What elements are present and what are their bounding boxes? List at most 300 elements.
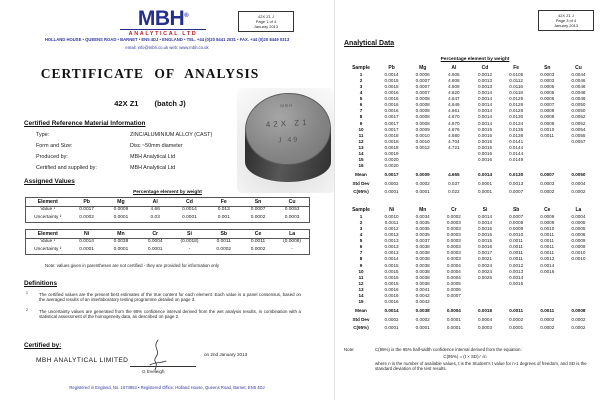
row-label: 2	[359, 219, 363, 225]
crm-label: Type:	[36, 132, 50, 138]
row-label: 4	[359, 90, 363, 96]
row-label: 5	[359, 96, 363, 102]
column-header: Sb	[512, 207, 520, 213]
cell: 0.0010	[571, 250, 586, 256]
cell: 0.0037	[415, 238, 430, 244]
row-label: 15	[358, 299, 364, 305]
cell: 0.0013	[509, 180, 524, 186]
certified-by-heading: Certified by:	[24, 342, 62, 349]
cell: 0.0002	[384, 180, 399, 186]
row-label: C(95%)	[353, 189, 369, 195]
crm-value: MBH Analytical Ltd	[130, 165, 176, 171]
cell: 0.0015	[384, 83, 399, 89]
row-label: 8	[359, 256, 363, 262]
cell: 4.605	[448, 71, 460, 77]
cell: 0.0015	[509, 280, 524, 286]
cell: 0.0014	[477, 96, 493, 102]
row-label: 1	[359, 71, 363, 77]
cell: 0.0001	[384, 325, 399, 331]
cell: 0.0001	[477, 180, 493, 186]
row-label: 8	[359, 114, 363, 120]
cell: 0.0015	[477, 225, 493, 231]
cell: 0.0018	[384, 144, 399, 150]
definition-text: The uncertainty values are generated from the 95% confidence interval derived from the wet analysis results, in combination with a statistical assessment of the homogeneity data, as described on page 2.	[39, 308, 301, 320]
column-header: Mg	[104, 198, 138, 207]
row-label: 6	[359, 244, 363, 250]
cell: 0.0003	[540, 71, 555, 77]
cell: 0.0016	[384, 286, 399, 292]
cell: 0.0141	[509, 138, 524, 144]
footnote-marker: 2	[26, 307, 28, 312]
cell: 4.649	[448, 102, 460, 108]
row-label: 13	[358, 286, 364, 292]
definition-text: The certified values are the present best estimates of the true content for each element. Each value is a panel consensus, based on the averaged results of an interlaboratory testing programme detailed on page 3.	[39, 292, 301, 303]
table-row	[346, 322, 594, 331]
percentage-by-weight-label: Percentage element by weight	[133, 190, 202, 195]
cell: 0.0013	[384, 244, 399, 250]
cell: 0.0038	[415, 256, 430, 262]
cell: 0.0130	[509, 114, 524, 120]
row-label: Mean	[355, 307, 367, 313]
cell: 0.0014	[477, 108, 493, 114]
crm-value: MBH Analytical Ltd	[130, 154, 176, 160]
cell: 0.0038	[415, 274, 430, 280]
cell: 4.670	[448, 114, 460, 120]
cell: 0.0035	[415, 225, 430, 231]
confidence-equation: C(95%) = (t × SD) ∕ √n	[443, 354, 487, 359]
column-header: Mn	[104, 230, 138, 239]
cell: 0.0009	[509, 225, 524, 231]
disc-engraving-brand: MBH	[280, 102, 294, 109]
cell: 0.0009	[571, 238, 586, 244]
cell: 0.0003	[446, 244, 461, 250]
cell: 0.0038	[415, 280, 430, 286]
cell: 0.0015	[384, 262, 399, 268]
cell: 0.0035	[415, 232, 430, 238]
percentage-by-weight-label: Percentage element by weight	[440, 57, 510, 62]
cell: 0.0001	[147, 246, 163, 252]
cell: 0.0006	[446, 286, 461, 292]
cell: 0.0054	[571, 126, 586, 132]
mbh-logo-text: MBH®	[137, 7, 189, 30]
cell: 0.0014	[384, 71, 399, 77]
certification-date: on 2nd January 2013	[204, 352, 248, 357]
mbh-logo-subtext: ANALYTICAL LTD	[120, 29, 206, 37]
cell: 0.0004	[477, 316, 493, 322]
table-row	[26, 207, 310, 215]
column-header: Cu	[575, 65, 582, 71]
column-header: Fe	[207, 198, 241, 207]
column-header: Sample	[352, 207, 370, 213]
cell: 0.0007	[415, 83, 430, 89]
cell: 0.0014	[182, 207, 197, 213]
row-label: Value ¹	[40, 239, 56, 245]
cell: 0.0001	[446, 325, 461, 331]
cell: 4.655	[448, 172, 460, 177]
row-label: Uncertainty ²	[34, 246, 62, 252]
cell: 0.0002	[571, 325, 586, 331]
cell: 0.0010	[540, 225, 555, 231]
cell: 0.0015	[384, 280, 399, 286]
row-label: 2	[359, 77, 363, 83]
cell: 0.0038	[415, 262, 430, 268]
row-label: Std Dev	[352, 180, 370, 186]
row-label: 12	[358, 138, 364, 144]
crm-value: ZINC/ALUMINIUM ALLOY (CAST)	[130, 132, 213, 138]
cell: 0.0135	[509, 126, 524, 132]
cell: 0.0041	[415, 286, 430, 292]
cell: 0.0002	[571, 316, 586, 322]
cell: 0.0016	[384, 108, 399, 114]
cell: 0.0003	[446, 232, 461, 238]
row-label: 9	[359, 262, 363, 268]
cell: 0.0011	[540, 250, 555, 256]
cell: 0.0001	[79, 246, 94, 252]
cell: 0.0006	[415, 71, 430, 77]
cell: 0.0003	[446, 219, 461, 225]
cell: 0.0038	[415, 244, 430, 250]
cell: 0.0010	[571, 256, 586, 262]
cell: 0.0004	[446, 268, 461, 274]
cell: 0.0116	[509, 83, 523, 89]
page-stamp-right	[538, 10, 594, 31]
cell: 0.0002	[216, 246, 232, 252]
cell: 0.0013	[509, 268, 524, 274]
row-label: 7	[359, 250, 363, 256]
cell: 0.0014	[477, 120, 493, 126]
cell: 0.03	[150, 214, 160, 220]
table-row	[346, 170, 594, 178]
cell: 0.0005	[540, 83, 555, 89]
cell: 0.0002	[509, 316, 524, 322]
cell: 4.721	[448, 144, 460, 150]
cell: 0.0017	[384, 114, 399, 120]
disc-engraving-batch: J 49	[277, 136, 300, 145]
cell: 0.0006	[571, 232, 586, 238]
cell: 0.0002	[540, 316, 555, 322]
row-label: 13	[358, 144, 364, 150]
column-header: Pb	[388, 65, 395, 71]
disc-engraving-code: 42X Z1	[265, 117, 310, 130]
cell: 0.0005	[446, 280, 461, 286]
cell: 0.0049	[571, 96, 586, 102]
cell: 0.0008	[540, 108, 555, 114]
cell: 0.0010	[509, 232, 524, 238]
cell: 0.0012	[509, 262, 524, 268]
cell: 0.0008	[571, 307, 586, 313]
column-header: Cr	[138, 230, 172, 239]
cell: 0.0011	[540, 244, 555, 250]
cell: 0.0008	[415, 120, 430, 126]
batch-label: (batch J)	[154, 99, 186, 108]
cell: 0.0001	[113, 246, 129, 252]
analytical-table-trace-elements	[346, 206, 594, 331]
cell: 0.0015	[477, 126, 493, 132]
cell: 4.680	[448, 132, 460, 138]
row-label: 1	[359, 213, 363, 219]
cell: 0.0003	[540, 77, 555, 83]
cell: 0.0038	[415, 307, 430, 313]
row-label: Mean	[355, 172, 367, 177]
cell: 0.0013	[384, 250, 399, 256]
table-row	[26, 215, 310, 223]
cell: 0.001	[217, 214, 230, 220]
cell: 0.0003	[284, 214, 300, 220]
stamp-date: January 2013	[253, 23, 279, 29]
cell: 0.0007	[250, 207, 266, 213]
cell: 0.0046	[571, 77, 586, 83]
column-header: Mg	[419, 65, 427, 71]
crm-info-heading: Certified Reference Material Information	[24, 120, 146, 127]
cell: 0.0008	[415, 108, 430, 114]
cell: 0.0004	[147, 239, 163, 245]
row-label: 10	[358, 126, 364, 132]
cell: 0.0002	[415, 316, 430, 322]
cell: 0.0009	[540, 120, 555, 126]
row-label: 5	[359, 238, 363, 244]
cell: 0.0015	[477, 132, 493, 138]
cell: 0.0038	[113, 239, 129, 245]
cell: 0.0002	[540, 325, 555, 331]
cell: 0.0011	[540, 238, 555, 244]
assigned-values-table-2	[25, 229, 310, 255]
cell: 0.0004	[571, 180, 586, 186]
cell: 0.0012	[384, 225, 399, 231]
cell: 0.0016	[540, 268, 555, 274]
cell: 0.0001	[182, 214, 197, 220]
cell: 0.0009	[540, 219, 555, 225]
cell: 0.0012	[540, 256, 555, 262]
registration-footer: Registered in England, No. 1673853 • Registered Office: Holland House, Queens Road, Barnet, EN5 4DJ	[69, 385, 265, 390]
cell: 4.66	[150, 207, 160, 213]
column-header: Sn	[544, 65, 551, 71]
cell: 0.0009	[540, 213, 555, 219]
row-label: 11	[358, 132, 364, 138]
column-header: Cu	[275, 198, 309, 207]
cell: 0.0015	[384, 268, 399, 274]
row-label: 3	[359, 83, 363, 89]
cell: 0.0011	[540, 132, 555, 138]
cell: 0.0134	[509, 120, 524, 126]
cell: 0.0003	[446, 256, 461, 262]
column-header: Al	[451, 65, 457, 71]
cell: 0.0020	[384, 157, 399, 163]
cell: 0.0014	[477, 172, 493, 177]
cell: 0.0007	[540, 172, 555, 177]
cell: 0.0038	[415, 268, 430, 274]
row-label: 11	[358, 274, 364, 280]
data-table	[25, 229, 310, 255]
column-header: Si	[482, 207, 488, 213]
cell: 0.0003	[446, 238, 461, 244]
cell: 0.0009	[415, 172, 430, 177]
cell: 0.0012	[477, 71, 493, 77]
cell: 0.0019	[384, 150, 399, 156]
cell: 0.0003	[446, 225, 461, 231]
cell: 0.0008	[415, 114, 430, 120]
stamp-page: Page 3 of 4	[555, 17, 577, 23]
column-header: La	[275, 230, 309, 239]
cell: 0.0010	[415, 138, 430, 144]
company-address: HOLLAND HOUSE • QUEENS ROAD • BARNET • EN5 4DJ • ENGLAND • TEL. +44 (0)20 8441 2031 • FAX. +44 (0)20 8449 0313	[44, 37, 290, 42]
cell: 0.0126	[509, 108, 524, 114]
column-header: Element	[26, 198, 70, 207]
cell: 0.0011	[509, 256, 523, 262]
cell: 0.0014	[384, 307, 399, 313]
analytical-table-major-elements	[346, 64, 594, 195]
cell: 0.0011	[509, 307, 524, 313]
cell: 0.0112	[509, 77, 523, 83]
cell: 0.0014	[384, 256, 399, 262]
row-label: 10	[358, 268, 364, 274]
column-header: Si	[172, 230, 206, 239]
cell: 0.0015	[384, 77, 399, 83]
cell: 0.0008	[509, 219, 524, 225]
cell: 0.0016	[384, 102, 399, 108]
stamp-date: January 2013	[553, 22, 579, 28]
cell: 0.0006	[540, 96, 555, 102]
signatory-name: G Eveleigh	[142, 369, 165, 374]
cell: 0.0118	[509, 90, 523, 96]
cell: 0.0010	[384, 213, 399, 219]
row-label: 7	[359, 108, 363, 114]
cell: 0.0002	[250, 246, 266, 252]
cell: 4.661	[448, 108, 460, 114]
note-line-1: C(95%) is the 95% half-width confidence interval derived from the equation:	[375, 347, 522, 352]
note-line-2: where n is the number of available values, t is the Student's t value for n-1 degrees of freedom, and SD is the standard deviation of the test results.	[375, 361, 587, 372]
definition-2	[24, 309, 306, 320]
cell: 0.0052	[571, 114, 586, 120]
column-header: Sample	[352, 65, 370, 71]
cell: 0.0013	[384, 232, 399, 238]
row-label: 15	[358, 157, 364, 163]
cell: 0.0046	[571, 83, 586, 89]
cell: 0.0024	[477, 262, 493, 268]
cell: 0.0003	[446, 250, 461, 256]
cell: 0.0144	[509, 150, 524, 156]
cell: 0.0010	[540, 126, 555, 132]
row-label: 14	[358, 292, 364, 298]
cell: 4.609	[448, 83, 460, 89]
analytical-data-heading: Analytical Data	[344, 40, 395, 47]
cell: 0.0002	[540, 189, 555, 195]
cell: 4.704	[448, 138, 460, 144]
cell: 0.0004	[446, 274, 461, 280]
cell: 0.0016	[477, 150, 493, 156]
cell: 0.0144	[509, 144, 524, 150]
cell: 0.0130	[509, 172, 524, 177]
cell: 0.0011	[540, 232, 555, 238]
company-contact: email: info@mbh.co.uk web: www.mbh.co.uk	[125, 44, 209, 50]
certifying-company: MBH ANALYTICAL LIMITED	[36, 357, 129, 364]
cell: 0.0002	[384, 316, 399, 322]
cell: 0.0057	[571, 138, 586, 144]
cell: 0.0015	[384, 274, 399, 280]
table-row	[26, 247, 310, 255]
cell: 0.0017	[384, 126, 399, 132]
cell: 0.0001	[415, 325, 430, 331]
row-label: Value ¹	[40, 207, 56, 213]
column-header: Cd	[481, 65, 489, 71]
cell: 0.0001	[415, 189, 430, 195]
cell: 0.0003	[540, 180, 555, 186]
cell: 0.0008	[540, 114, 555, 120]
cell: 0.013	[217, 207, 230, 213]
definition-1	[24, 292, 306, 303]
data-table	[346, 206, 594, 331]
cell: 0.0013	[477, 77, 493, 83]
row-label: 9	[359, 120, 363, 126]
cell: 0.0002	[250, 214, 266, 220]
cell: 0.0055	[571, 132, 586, 138]
column-header: Sb	[207, 230, 241, 239]
cell: 0.0002	[571, 189, 586, 195]
cell: 0.0050	[571, 172, 586, 177]
cell: 0.0007	[415, 90, 430, 96]
cell: 0.0011	[384, 219, 399, 225]
cell: 0.0001	[113, 214, 129, 220]
cell: 4.620	[448, 90, 460, 96]
assigned-values-heading: Assigned Values	[24, 178, 75, 185]
cell: 0.0010	[415, 132, 430, 138]
signature-icon	[142, 338, 174, 372]
row-label: Uncertainty ²	[34, 214, 62, 220]
column-header: Fe	[513, 65, 520, 71]
row-label: Std Dev	[352, 316, 370, 322]
page-divider	[334, 0, 335, 400]
cell: 0.0007	[509, 189, 524, 195]
cell: 0.0035	[415, 219, 430, 225]
cell: 0.0007	[540, 102, 555, 108]
cell: 0.0050	[571, 102, 586, 108]
cell: -	[291, 246, 293, 252]
cell: 0.0014	[477, 90, 493, 96]
cell: 0.0053	[284, 207, 300, 213]
cell: 0.0009	[571, 244, 586, 250]
stamp-ref: 42X Z1 J	[557, 12, 574, 18]
cell: 0.0001	[446, 316, 461, 322]
registered-mark-icon: ®	[184, 13, 189, 19]
certificate-title: CERTIFICATE OF ANALYSIS	[40, 66, 260, 81]
row-label: 16	[358, 163, 364, 169]
cell: 0.0017	[79, 207, 94, 213]
cell: 0.0025	[477, 274, 493, 280]
cell: 0.0125	[509, 96, 524, 102]
cell: 0.0018	[384, 132, 399, 138]
row-label: 14	[358, 150, 364, 156]
data-table	[25, 197, 310, 223]
cell: 0.0008	[415, 102, 430, 108]
cell: (0.0018)	[180, 239, 199, 245]
column-header: Mn	[419, 207, 427, 213]
assigned-values-table-1	[25, 197, 310, 223]
table-row	[346, 314, 594, 323]
cell: 0.0024	[477, 268, 493, 274]
cell: 0.0002	[415, 180, 430, 186]
cell: 0.0018	[477, 307, 493, 313]
table-row	[346, 186, 594, 195]
cell: 0.0007	[446, 292, 461, 298]
cell: (0.0008)	[283, 239, 302, 245]
cell: 0.0001	[509, 325, 524, 331]
product-code: 42X Z1	[114, 99, 139, 108]
cell: 0.0034	[415, 213, 430, 219]
row-label: 3	[359, 225, 363, 231]
cell: 0.0017	[477, 250, 493, 256]
cell: 0.0015	[477, 138, 493, 144]
column-header: Cd	[172, 198, 206, 207]
table-row	[346, 178, 594, 187]
